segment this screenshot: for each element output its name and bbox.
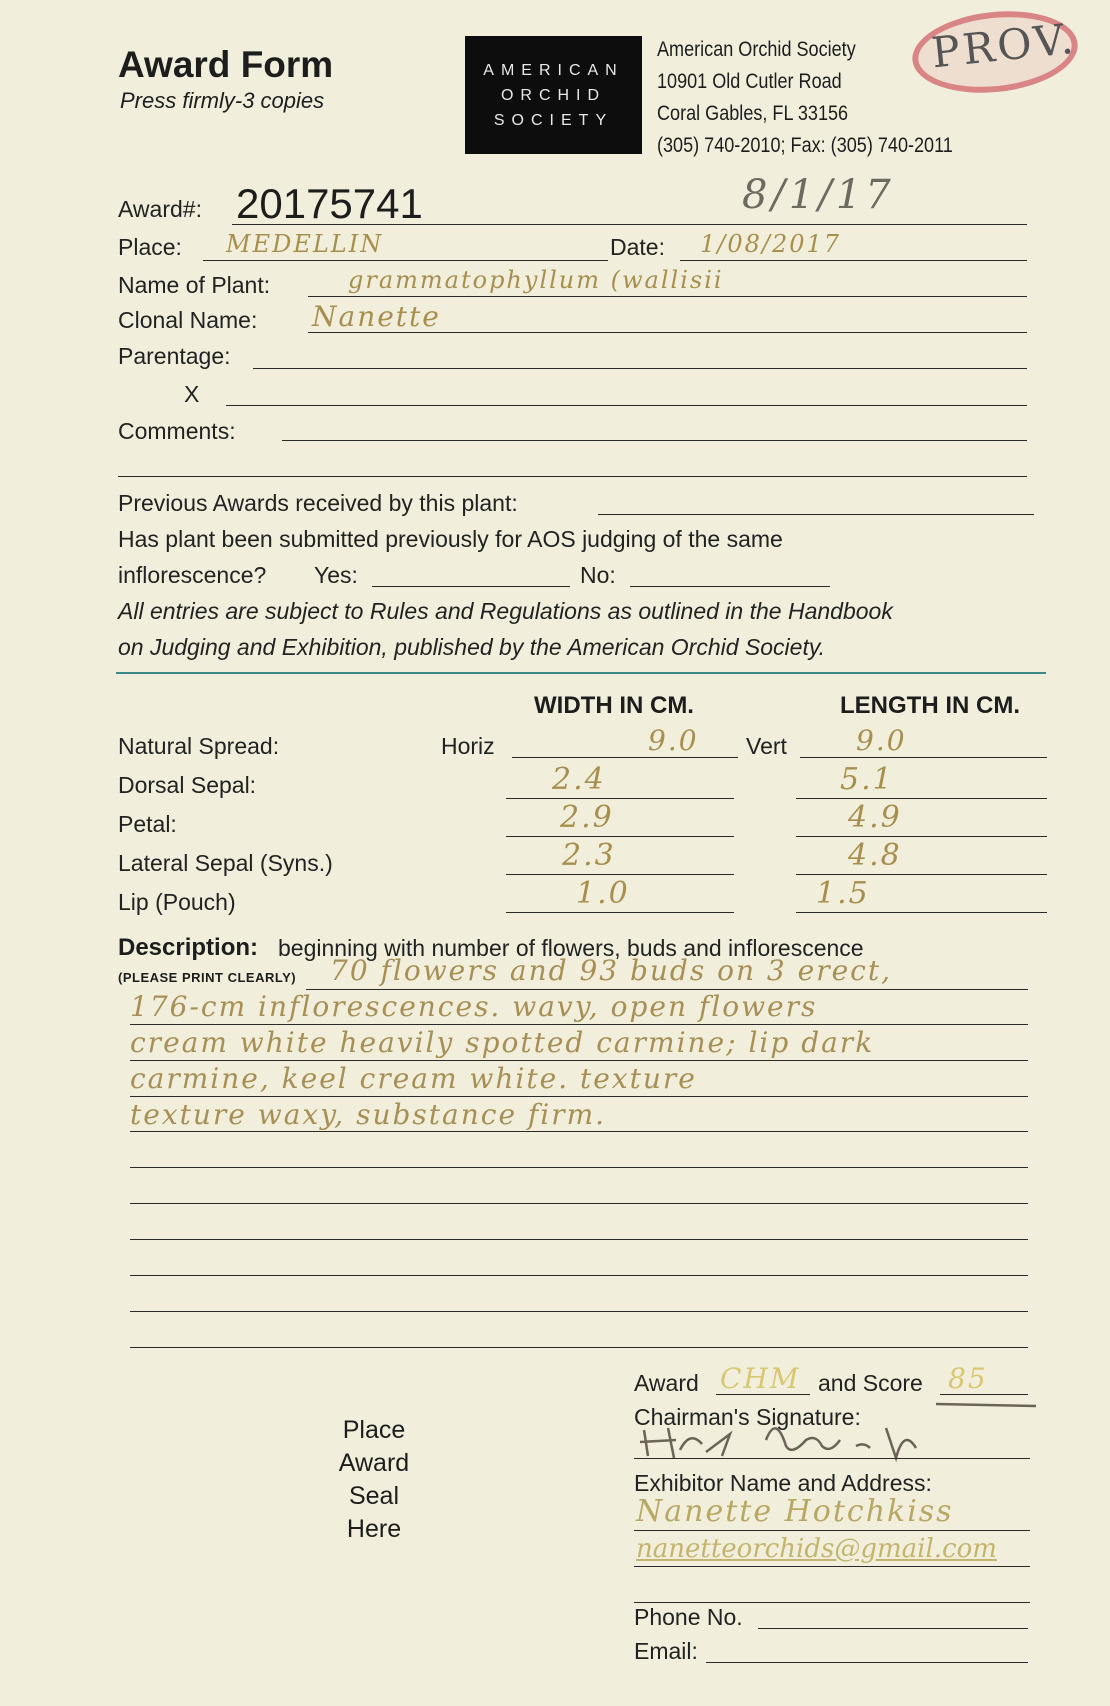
yes-label: Yes: [314,562,358,588]
description-label: Description: [118,934,259,961]
natural-spread-length[interactable]: 9.0 [856,724,907,757]
org-phone-fax: (305) 740-2010; Fax: (305) 740-2011 [657,134,953,157]
lateral-sepal-label: Lateral Sepal (Syns.) [118,850,333,876]
plant-name-value[interactable]: grammatophyllum (wallisii [348,266,724,294]
chairman-signature-label: Chairman's Signature: [634,1404,861,1430]
description-line[interactable]: 176-cm inflorescences. wavy, open flowers [130,990,818,1023]
org-address-block [657,34,953,162]
clonal-name-value[interactable]: Nanette [312,300,441,333]
handwritten-date-top: 8/1/17 [742,172,895,218]
description-line[interactable]: carmine, keel cream white. texture [130,1062,697,1095]
date-value[interactable]: 1/08/2017 [700,230,842,258]
parentage-label: Parentage: [118,343,231,369]
submitted-question-line1: Has plant been submitted previously for AOS judging of the same [118,526,783,552]
petal-label: Petal: [118,811,177,837]
dorsal-sepal-label: Dorsal Sepal: [118,772,257,798]
horiz-label: Horiz [441,733,495,759]
form-title: Award Form [118,44,334,85]
email-label: Email: [634,1638,698,1664]
prov-stamp-text: PROV. [929,13,1079,78]
aos-logo [465,36,642,154]
seal-text: Place [342,1416,406,1444]
dorsal-sepal-width[interactable]: 2.4 [552,762,606,797]
award-number: 20175741 [236,180,423,227]
exhibitor-label: Exhibitor Name and Address: [634,1470,932,1496]
org-city: Coral Gables, FL 33156 [657,102,849,125]
logo-line: AMERICAN [483,62,624,79]
seal-text: Seal [348,1482,400,1510]
place-value[interactable]: MEDELLIN [226,230,384,258]
phone-label: Phone No. [634,1604,743,1630]
seal-text: Award [338,1449,410,1477]
petal-length[interactable]: 4.9 [848,800,902,835]
award-value[interactable]: CHM [720,1362,801,1395]
lateral-sepal-length[interactable]: 4.8 [848,838,902,873]
org-street: 10901 Old Cutler Road [657,70,842,93]
parentage-x-label: X [184,381,200,407]
dorsal-sepal-length[interactable]: 5.1 [840,762,894,797]
petal-width[interactable]: 2.9 [560,800,614,835]
date-label: Date: [610,234,665,260]
natural-spread-label: Natural Spread: [118,733,280,759]
vert-label: Vert [746,733,787,759]
exhibitor-email[interactable]: nanetteorchids@gmail.com [636,1534,997,1564]
description-line[interactable]: 70 flowers and 93 buds on 3 erect, [330,954,892,987]
exhibitor-name[interactable]: Nanette Hotchkiss [636,1494,954,1529]
natural-spread-width[interactable]: 9.0 [648,724,699,757]
score-label: and Score [818,1370,923,1396]
description-line[interactable]: texture waxy, substance firm. [130,1098,607,1131]
previous-awards-label: Previous Awards received by this plant: [118,490,518,516]
rules-text-line2: on Judging and Exhibition, published by the American Orchid Society. [118,634,826,660]
clonal-name-label: Clonal Name: [118,307,258,333]
width-header: WIDTH IN CM. [534,692,694,719]
logo-line: ORCHID [500,87,607,104]
comments-label: Comments: [118,418,236,444]
award-seal-placeholder [300,1414,448,1546]
length-header: LENGTH IN CM. [840,692,1020,719]
form-subtitle: Press firmly-3 copies [120,88,325,113]
lip-length[interactable]: 1.5 [816,876,870,911]
logo-line: SOCIETY [493,112,614,129]
description-line[interactable]: cream white heavily spotted carmine; lip dark [130,1026,875,1059]
description-prompt: beginning with number of flowers, buds and inflorescence [278,935,864,961]
no-label: No: [580,562,616,588]
award-number-label: Award#: [118,196,202,222]
org-name: American Orchid Society [657,38,856,61]
lip-width[interactable]: 1.0 [576,876,630,911]
chairman-signature [636,1400,1056,1466]
plant-name-label: Name of Plant: [118,272,271,298]
seal-text: Here [346,1515,402,1543]
lateral-sepal-width[interactable]: 2.3 [562,838,616,873]
award-label: Award [634,1370,699,1396]
score-value[interactable]: 85 [948,1362,988,1395]
description-note: (PLEASE PRINT CLEARLY) [118,970,297,985]
lip-label: Lip (Pouch) [118,889,236,915]
place-label: Place: [118,234,182,260]
submitted-question-line2: inflorescence? [118,562,267,588]
rules-text-line1: All entries are subject to Rules and Regulations as outlined in the Handbook [118,598,893,624]
